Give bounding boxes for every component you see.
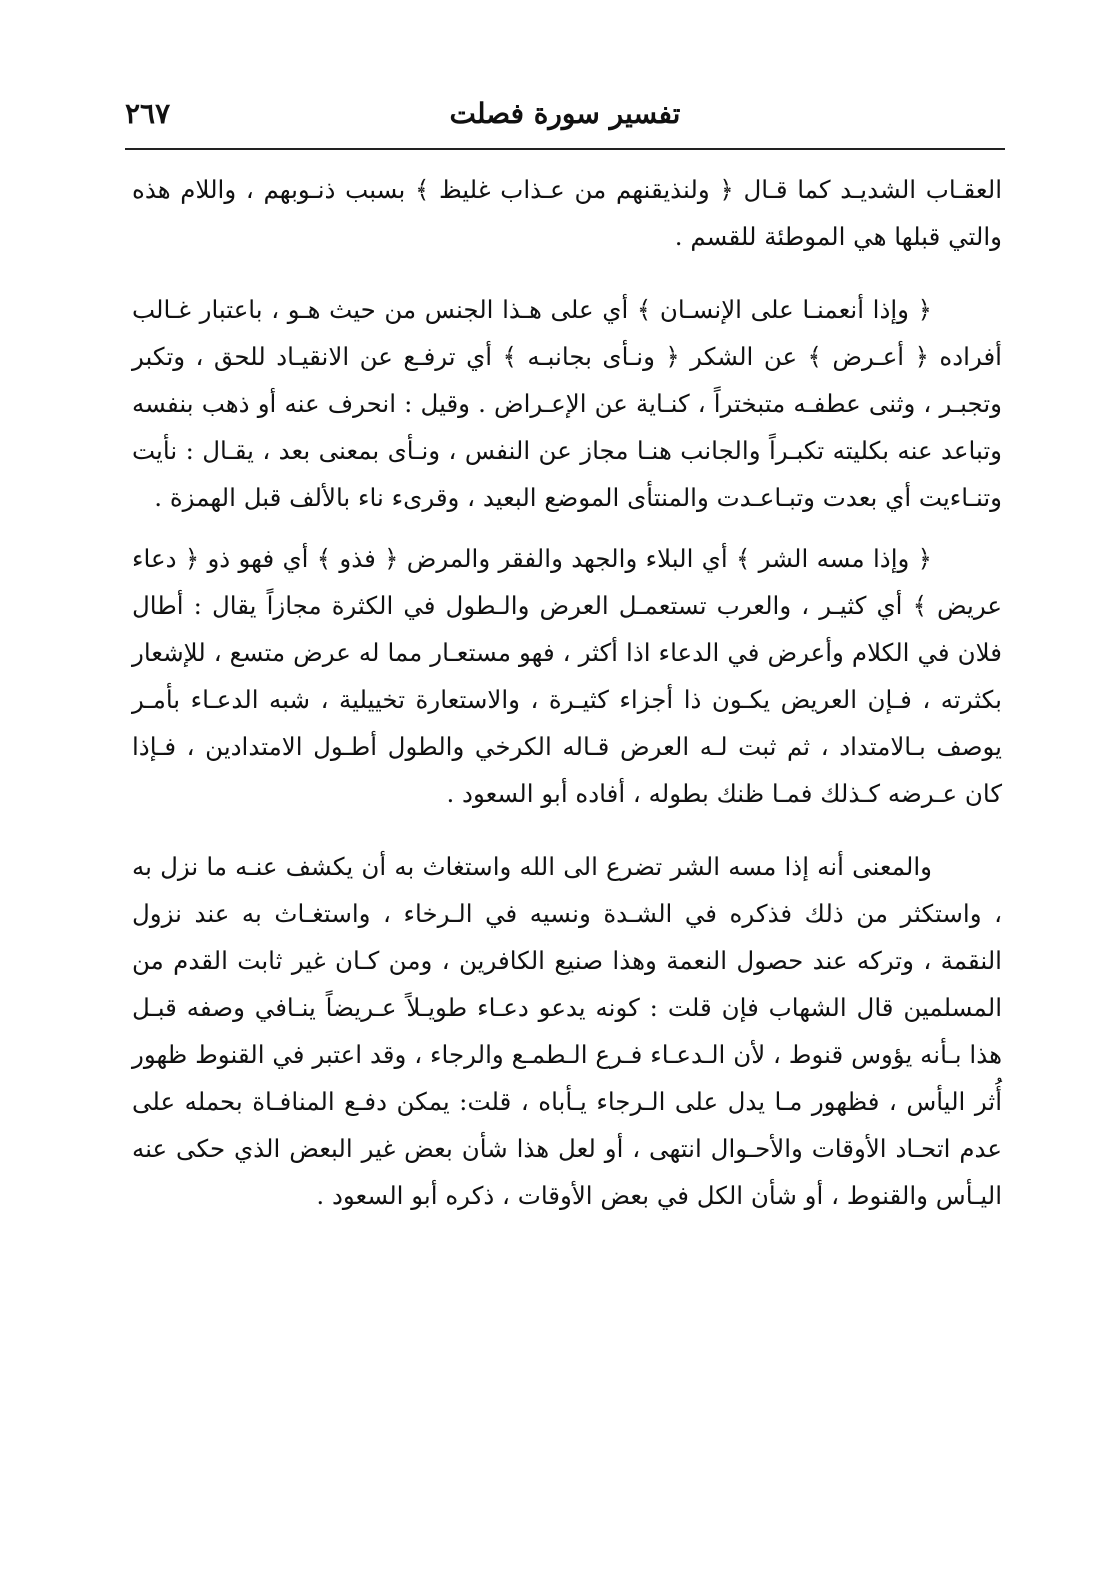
paragraph: ﴿ وإذا مسه الشر ﴾ أي البلاء والجهد والفقر والمرض ﴿ فذو ﴾ أي فهو ذو ﴿ دعاء عريض ﴾ أي كثيـر ، والعرب تستعمـل العرض والـطول في الكثرة مجازاً يقال : أطال فلان في الكلام وأعرض في الدعاء اذا أكثر ، فهو مستعـار مما له عرض متسع ، للإشعار بكثرته ، فـإن العريض يكـون ذا أجزاء كثيـرة ، والاستعارة تخييلية ، شبه الدعـاء بأمـر يوصف بـالامتداد ، ثم ثبت لـه العرض قـاله الكرخي والطول أطـول الامتدادين ، فـإذا كان عـرضه كـذلك فمـا ظنك بطوله ، أفاده أبو السعود .	[132, 544, 1002, 808]
paragraph: العقـاب الشديـد كما قـال ﴿ ولنذيقنهم من عـذاب غليظ ﴾ بسبب ذنـوبهم ، واللام هذه والتي قبلها هي الموطئة للقسم .	[132, 175, 1002, 251]
running-title: تفسير سورة فصلت	[449, 97, 681, 130]
header-rule	[125, 148, 1005, 150]
page-header	[125, 92, 1005, 136]
paragraph: والمعنى أنه إذا مسه الشر تضرع الى الله واستغاث به أن يكشف عنـه ما نزل به ، واستكثر من ذلك فذكره في الشـدة ونسيه في الـرخاء ، واستغـاث به عند نزول النقمة ، وتركه عند حصول النعمة وهذا صنيع الكافرين ، ومن كـان غير ثابت القدم من المسلمين قال الشهاب فإن قلت : كونه يدعو دعـاء طويـلاً عـريضاً ينـافي وصفه قبـل هذا بـأنه يؤوس قنوط ، لأن الـدعـاء فـرع الـطمـع والرجاء ، وقد اعتبر في القنوط ظهور أُثر اليأس ، فظهور مـا يدل على الـرجاء يـأباه ، قلت: يمكن دفـع المنافـاة بحمله على عدم اتحـاد الأوقات والأحـوال انتهى ، أو لعل هذا شأن بعض غير البعض الذي حكى عنه اليـأس والقنوط ، أو شأن الكل في بعض الأوقات ، ذكره أبو السعود .	[132, 852, 1002, 1210]
page-body	[132, 166, 1002, 1219]
paragraph: ﴿ وإذا أنعمنـا على الإنسـان ﴾ أي على هـذا الجنس من حيث هـو ، باعتبار غـالب أفراده ﴿ أعـرض ﴾ عن الشكر ﴿ ونـأى بجانبـه ﴾ أي ترفـع عن الانقيـاد للحق ، وتكبر وتجبـر ، وثنى عطفـه متبختراً ، كنـاية عن الإعـراض . وقيل : انحرف عنه أو ذهب بنفسه وتباعد عنه بكليته تكبـراً والجانب هنـا مجاز عن النفس ، ونـأى بمعنى بعد ، يقـال : نأيت وتنـاءيت أي بعدت وتبـاعـدت والمنتأى الموضع البعيد ، وقرىء ناء بالألف قبل الهمزة .	[132, 295, 1002, 512]
page-number: ٢٦٧	[125, 97, 171, 130]
